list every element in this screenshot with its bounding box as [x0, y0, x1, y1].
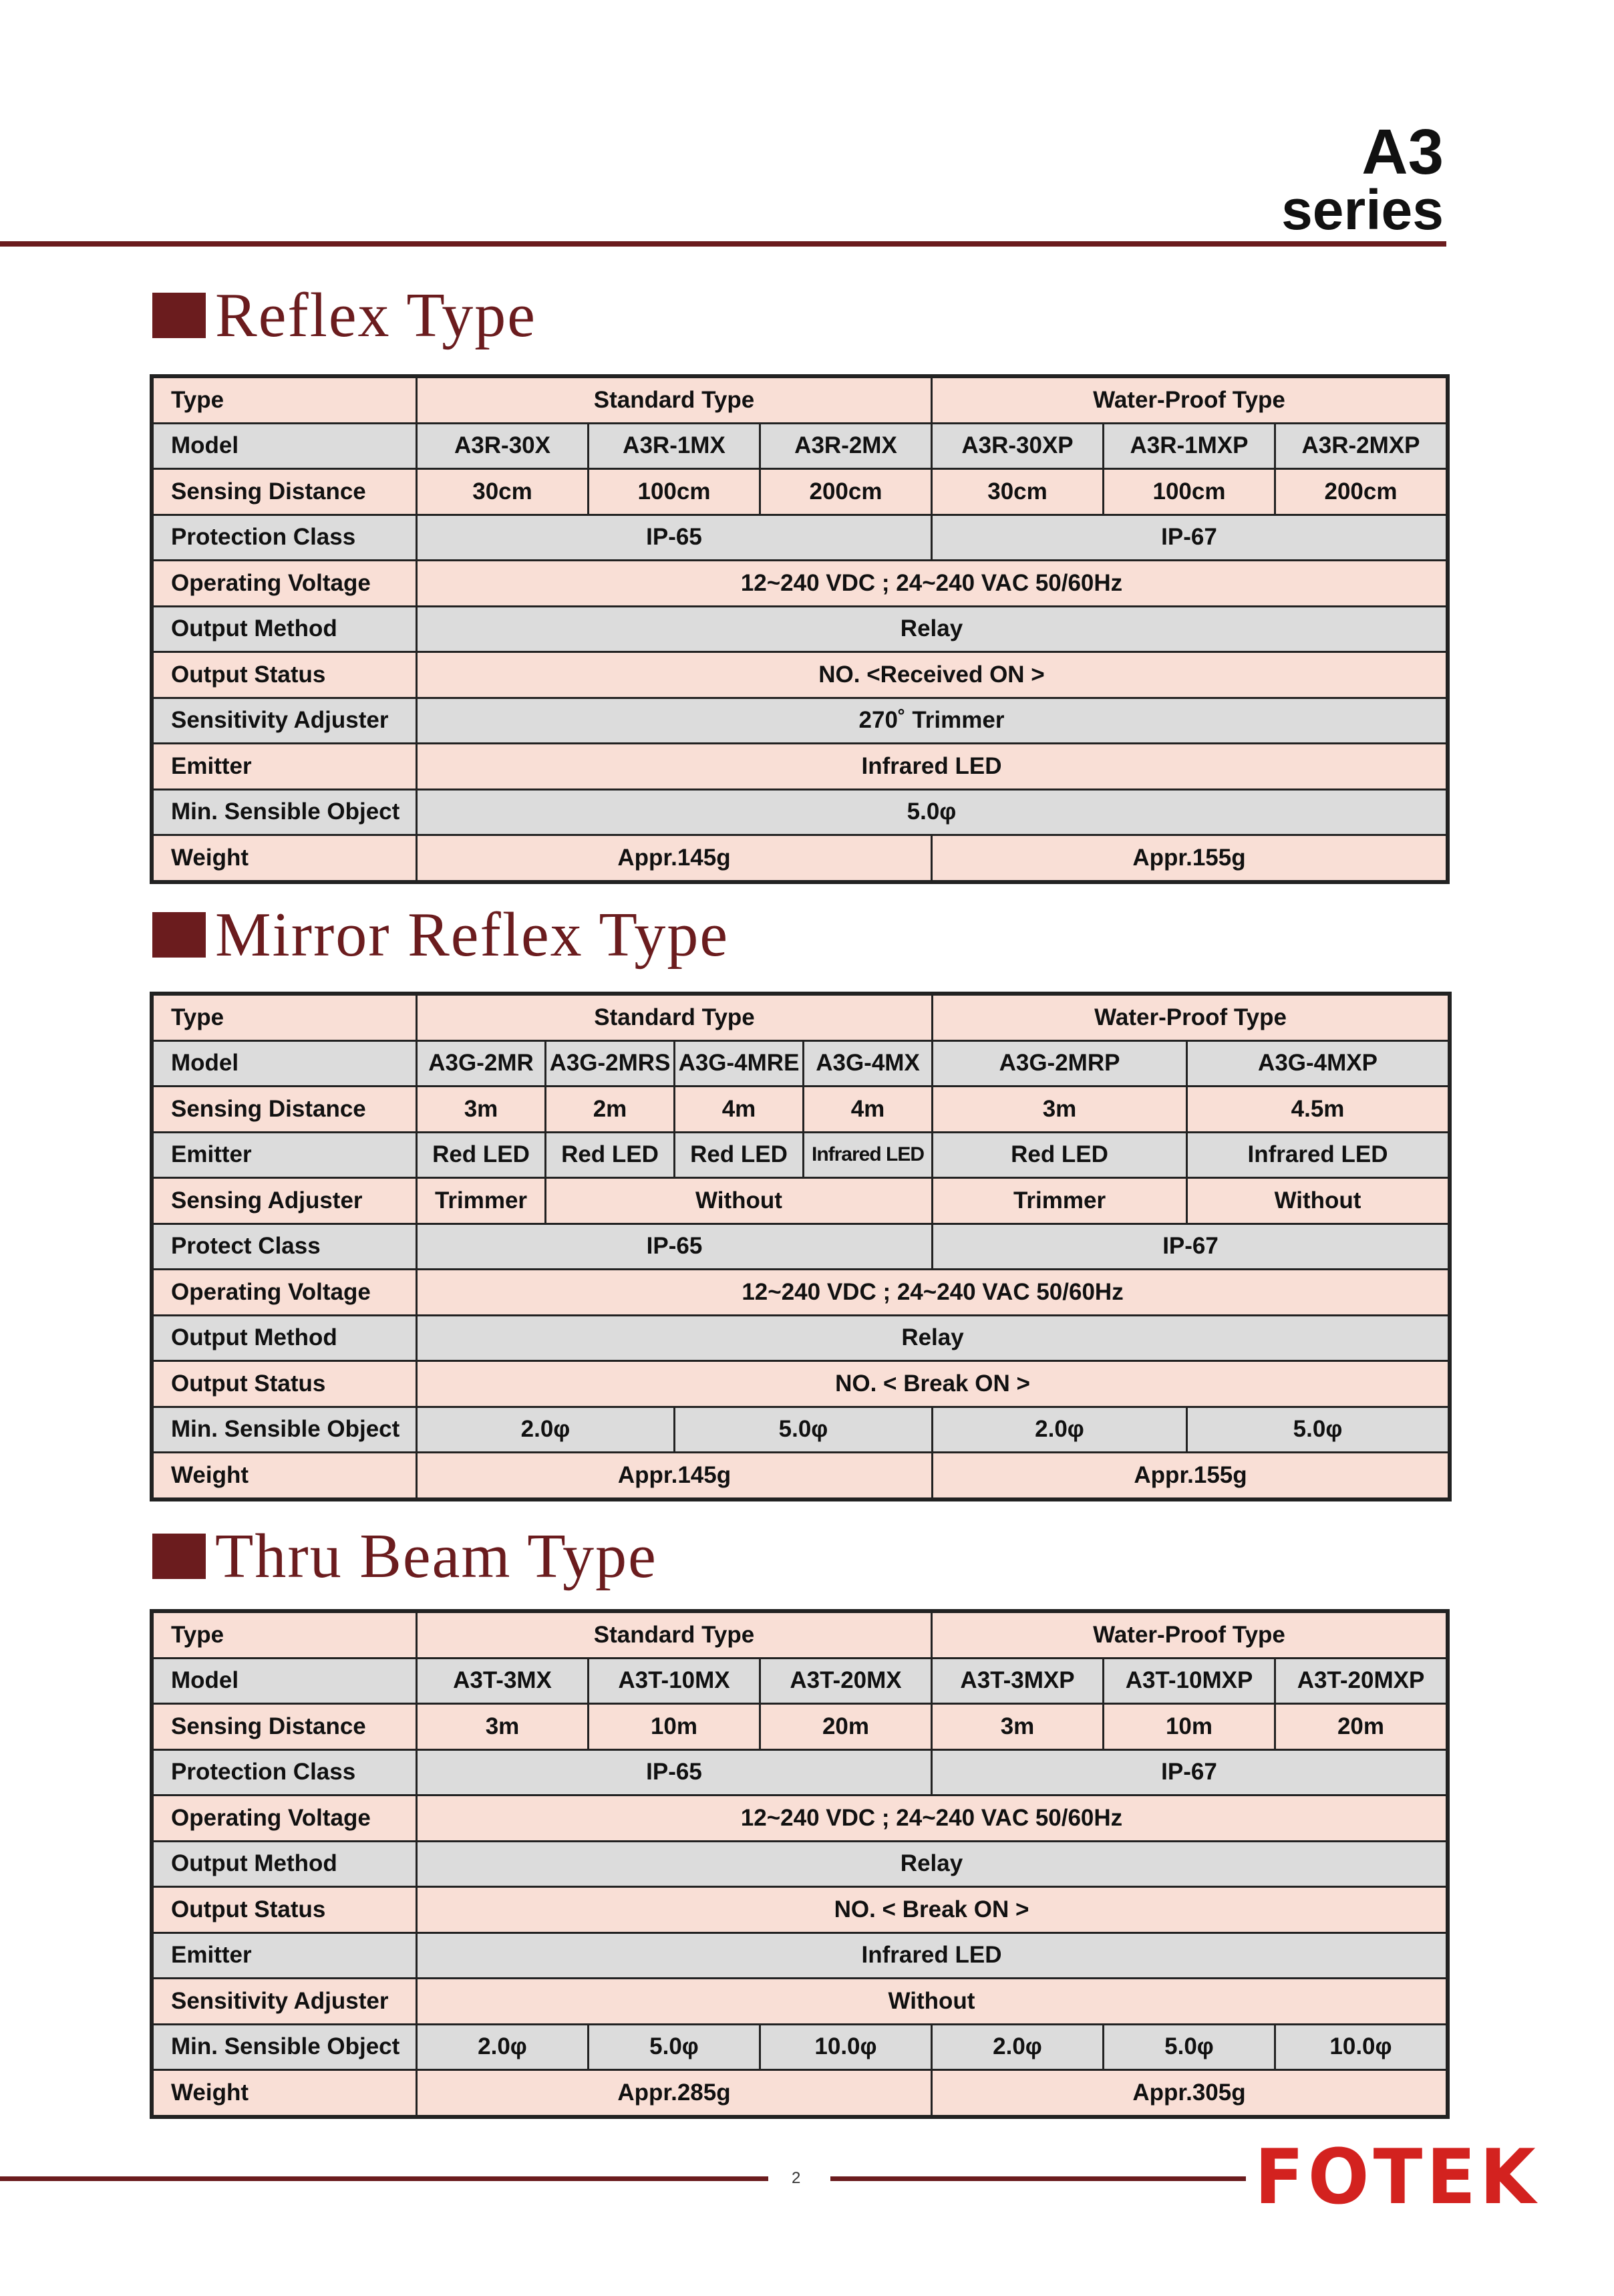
row-label: Type	[153, 995, 417, 1041]
table-cell: A3G-4MRE	[675, 1040, 804, 1087]
table-cell: NO. < Break ON >	[417, 1887, 1447, 1933]
table-cell: IP-65	[417, 515, 932, 561]
series-title	[1281, 116, 1444, 241]
table-cell: 12~240 VDC ; 24~240 VAC 50/60Hz	[417, 561, 1447, 607]
table-cell: Red LED	[417, 1132, 546, 1178]
row-label: Emitter	[153, 744, 417, 790]
row-label: Sensitivity Adjuster	[153, 698, 417, 744]
table-row	[153, 1704, 1447, 1750]
table-row	[153, 1132, 1449, 1178]
table-cell: A3R-30X	[417, 423, 589, 469]
table-row	[153, 1658, 1447, 1704]
heading-square-icon	[152, 293, 206, 338]
row-label: Type	[153, 1612, 417, 1659]
series-title-line1: A3	[1361, 116, 1444, 188]
table-cell: A3G-2MRS	[546, 1040, 675, 1087]
table-row	[153, 1270, 1449, 1316]
table-cell: NO. < Break ON >	[417, 1361, 1449, 1407]
table-cell: 10m	[1104, 1704, 1275, 1750]
row-label: Min. Sensible Object	[153, 2024, 417, 2070]
section-heading-mirror-reflex	[152, 899, 729, 971]
table-cell: 10.0φ	[1275, 2024, 1447, 2070]
table-cell: 5.0φ	[417, 789, 1447, 835]
table-cell: Appr.145g	[417, 835, 932, 881]
table-row	[153, 1887, 1447, 1933]
table-row	[153, 423, 1447, 469]
table-row	[153, 1087, 1449, 1133]
row-label: Output Status	[153, 1361, 417, 1407]
table-cell: A3G-4MXP	[1187, 1040, 1449, 1087]
brand-logo: FOTEK	[1255, 2133, 1540, 2222]
series-title-line2: series	[1281, 178, 1444, 241]
table-row	[153, 789, 1447, 835]
table-cell: 200cm	[1275, 469, 1447, 515]
table-row	[153, 698, 1447, 744]
table-cell: Water-Proof Type	[932, 1612, 1447, 1659]
table-cell: Red LED	[675, 1132, 804, 1178]
table-cell: Water-Proof Type	[932, 378, 1447, 424]
row-label: Output Method	[153, 1315, 417, 1361]
table-cell: IP-67	[932, 1749, 1447, 1796]
table-row	[153, 1361, 1449, 1407]
table-cell: Without	[1187, 1178, 1449, 1224]
table-row	[153, 1224, 1449, 1270]
table-cell: Appr.305g	[932, 2070, 1447, 2116]
table-cell: 200cm	[760, 469, 932, 515]
table-cell: 12~240 VDC ; 24~240 VAC 50/60Hz	[417, 1270, 1449, 1316]
table-row	[153, 1178, 1449, 1224]
row-label: Model	[153, 1040, 417, 1087]
table-cell: 2m	[546, 1087, 675, 1133]
table-cell: Standard Type	[417, 378, 932, 424]
table-row	[153, 652, 1447, 698]
table-cell: IP-67	[933, 1224, 1449, 1270]
table-row	[153, 1841, 1447, 1887]
table-cell: 12~240 VDC ; 24~240 VAC 50/60Hz	[417, 1796, 1447, 1842]
table-cell: 2.0φ	[417, 1407, 675, 1453]
heading-square-icon	[152, 912, 206, 958]
table-cell: Standard Type	[417, 995, 933, 1041]
row-label: Model	[153, 1658, 417, 1704]
table-cell: A3R-30XP	[932, 423, 1104, 469]
table-cell: A3T-20MXP	[1275, 1658, 1447, 1704]
table-cell: A3T-10MXP	[1104, 1658, 1275, 1704]
footer-divider-left	[0, 2176, 768, 2181]
table-cell: A3T-3MX	[417, 1658, 589, 1704]
table-cell: 10.0φ	[760, 2024, 932, 2070]
table-cell: A3G-4MX	[804, 1040, 933, 1087]
table-cell: 5.0φ	[1104, 2024, 1275, 2070]
table-cell: Infrared LED	[804, 1132, 933, 1178]
table-row	[153, 1040, 1449, 1087]
row-label: Sensing Distance	[153, 469, 417, 515]
top-divider	[0, 241, 1446, 247]
table-cell: Relay	[417, 606, 1447, 652]
row-label: Sensing Distance	[153, 1087, 417, 1133]
row-label: Emitter	[153, 1932, 417, 1979]
table-cell: A3R-2MXP	[1275, 423, 1447, 469]
table-cell: Relay	[417, 1315, 1449, 1361]
section-heading-thru-beam	[152, 1520, 657, 1592]
table-cell: Appr.155g	[933, 1453, 1449, 1499]
table-cell: A3R-1MXP	[1104, 423, 1275, 469]
table-cell: 4m	[675, 1087, 804, 1133]
table-row	[153, 995, 1449, 1041]
table-cell: Appr.155g	[932, 835, 1447, 881]
table-cell: A3G-2MR	[417, 1040, 546, 1087]
row-label: Min. Sensible Object	[153, 789, 417, 835]
table-cell: Trimmer	[417, 1178, 546, 1224]
row-label: Sensing Distance	[153, 1704, 417, 1750]
table-cell: 4m	[804, 1087, 933, 1133]
row-label: Type	[153, 378, 417, 424]
section-title: Reflex Type	[215, 281, 536, 350]
table-row	[153, 2070, 1447, 2116]
table-row	[153, 606, 1447, 652]
row-label: Operating Voltage	[153, 561, 417, 607]
table-cell: A3R-1MX	[589, 423, 760, 469]
table-cell: 2.0φ	[417, 2024, 589, 2070]
table-cell: 5.0φ	[675, 1407, 933, 1453]
table-row	[153, 1979, 1447, 2025]
table-cell: 3m	[933, 1087, 1187, 1133]
table-row	[153, 469, 1447, 515]
table-cell: A3T-20MX	[760, 1658, 932, 1704]
table-row	[153, 515, 1447, 561]
table-cell: 2.0φ	[932, 2024, 1104, 2070]
table-cell: A3G-2MRP	[933, 1040, 1187, 1087]
table-cell: Appr.145g	[417, 1453, 933, 1499]
table-cell: Without	[417, 1979, 1447, 2025]
table-cell: Red LED	[546, 1132, 675, 1178]
page-number: 2	[792, 2169, 801, 2187]
table-cell: 3m	[417, 1704, 589, 1750]
row-label: Output Status	[153, 652, 417, 698]
table-cell: 5.0φ	[1187, 1407, 1449, 1453]
table-cell: Infrared LED	[417, 744, 1447, 790]
section-heading-reflex	[152, 279, 536, 351]
table-row	[153, 1315, 1449, 1361]
table-cell: 4.5m	[1187, 1087, 1449, 1133]
row-label: Operating Voltage	[153, 1796, 417, 1842]
table-cell: 3m	[417, 1087, 546, 1133]
table-cell: 10m	[589, 1704, 760, 1750]
table-cell: 5.0φ	[589, 2024, 760, 2070]
table-cell: A3T-3MXP	[932, 1658, 1104, 1704]
table-row	[153, 561, 1447, 607]
table-row	[153, 1453, 1449, 1499]
row-label: Weight	[153, 2070, 417, 2116]
row-label: Operating Voltage	[153, 1270, 417, 1316]
table-cell: A3R-2MX	[760, 423, 932, 469]
table-cell: 100cm	[1104, 469, 1275, 515]
row-label: Output Method	[153, 1841, 417, 1887]
table-cell: 30cm	[932, 469, 1104, 515]
table-cell: 30cm	[417, 469, 589, 515]
table-cell: Appr.285g	[417, 2070, 932, 2116]
row-label: Sensing Adjuster	[153, 1178, 417, 1224]
spec-table-reflex	[152, 376, 1448, 882]
table-cell: 20m	[1275, 1704, 1447, 1750]
table-cell: Water-Proof Type	[933, 995, 1449, 1041]
row-label: Protection Class	[153, 515, 417, 561]
table-cell: Trimmer	[933, 1178, 1187, 1224]
section-title: Thru Beam Type	[215, 1522, 657, 1591]
table-cell: Standard Type	[417, 1612, 932, 1659]
row-label: Output Status	[153, 1887, 417, 1933]
row-label: Weight	[153, 835, 417, 881]
spec-table-mirror-reflex	[152, 994, 1450, 1499]
table-cell: A3T-10MX	[589, 1658, 760, 1704]
table-cell: IP-67	[932, 515, 1447, 561]
heading-square-icon	[152, 1534, 206, 1579]
table-cell: IP-65	[417, 1224, 933, 1270]
row-label: Model	[153, 423, 417, 469]
row-label: Protect Class	[153, 1224, 417, 1270]
row-label: Protection Class	[153, 1749, 417, 1796]
table-row	[153, 744, 1447, 790]
table-cell: Infrared LED	[1187, 1132, 1449, 1178]
section-title: Mirror Reflex Type	[215, 900, 730, 970]
table-cell: IP-65	[417, 1749, 932, 1796]
table-cell: 270˚ Trimmer	[417, 698, 1447, 744]
table-cell: 20m	[760, 1704, 932, 1750]
row-label: Min. Sensible Object	[153, 1407, 417, 1453]
table-cell: Infrared LED	[417, 1932, 1447, 1979]
table-row	[153, 1749, 1447, 1796]
table-cell: Relay	[417, 1841, 1447, 1887]
table-cell: 100cm	[589, 469, 760, 515]
table-row	[153, 1407, 1449, 1453]
table-row	[153, 2024, 1447, 2070]
row-label: Sensitivity Adjuster	[153, 1979, 417, 2025]
table-cell: 3m	[932, 1704, 1104, 1750]
row-label: Weight	[153, 1453, 417, 1499]
table-row	[153, 1796, 1447, 1842]
table-cell: Without	[546, 1178, 933, 1224]
row-label: Emitter	[153, 1132, 417, 1178]
table-row	[153, 1932, 1447, 1979]
spec-table-thru-beam	[152, 1611, 1448, 2117]
table-cell: Red LED	[933, 1132, 1187, 1178]
table-row	[153, 835, 1447, 881]
row-label: Output Method	[153, 606, 417, 652]
table-row	[153, 378, 1447, 424]
footer-divider-right	[830, 2176, 1246, 2181]
table-row	[153, 1612, 1447, 1659]
table-cell: 2.0φ	[933, 1407, 1187, 1453]
table-cell: NO. <Received ON >	[417, 652, 1447, 698]
